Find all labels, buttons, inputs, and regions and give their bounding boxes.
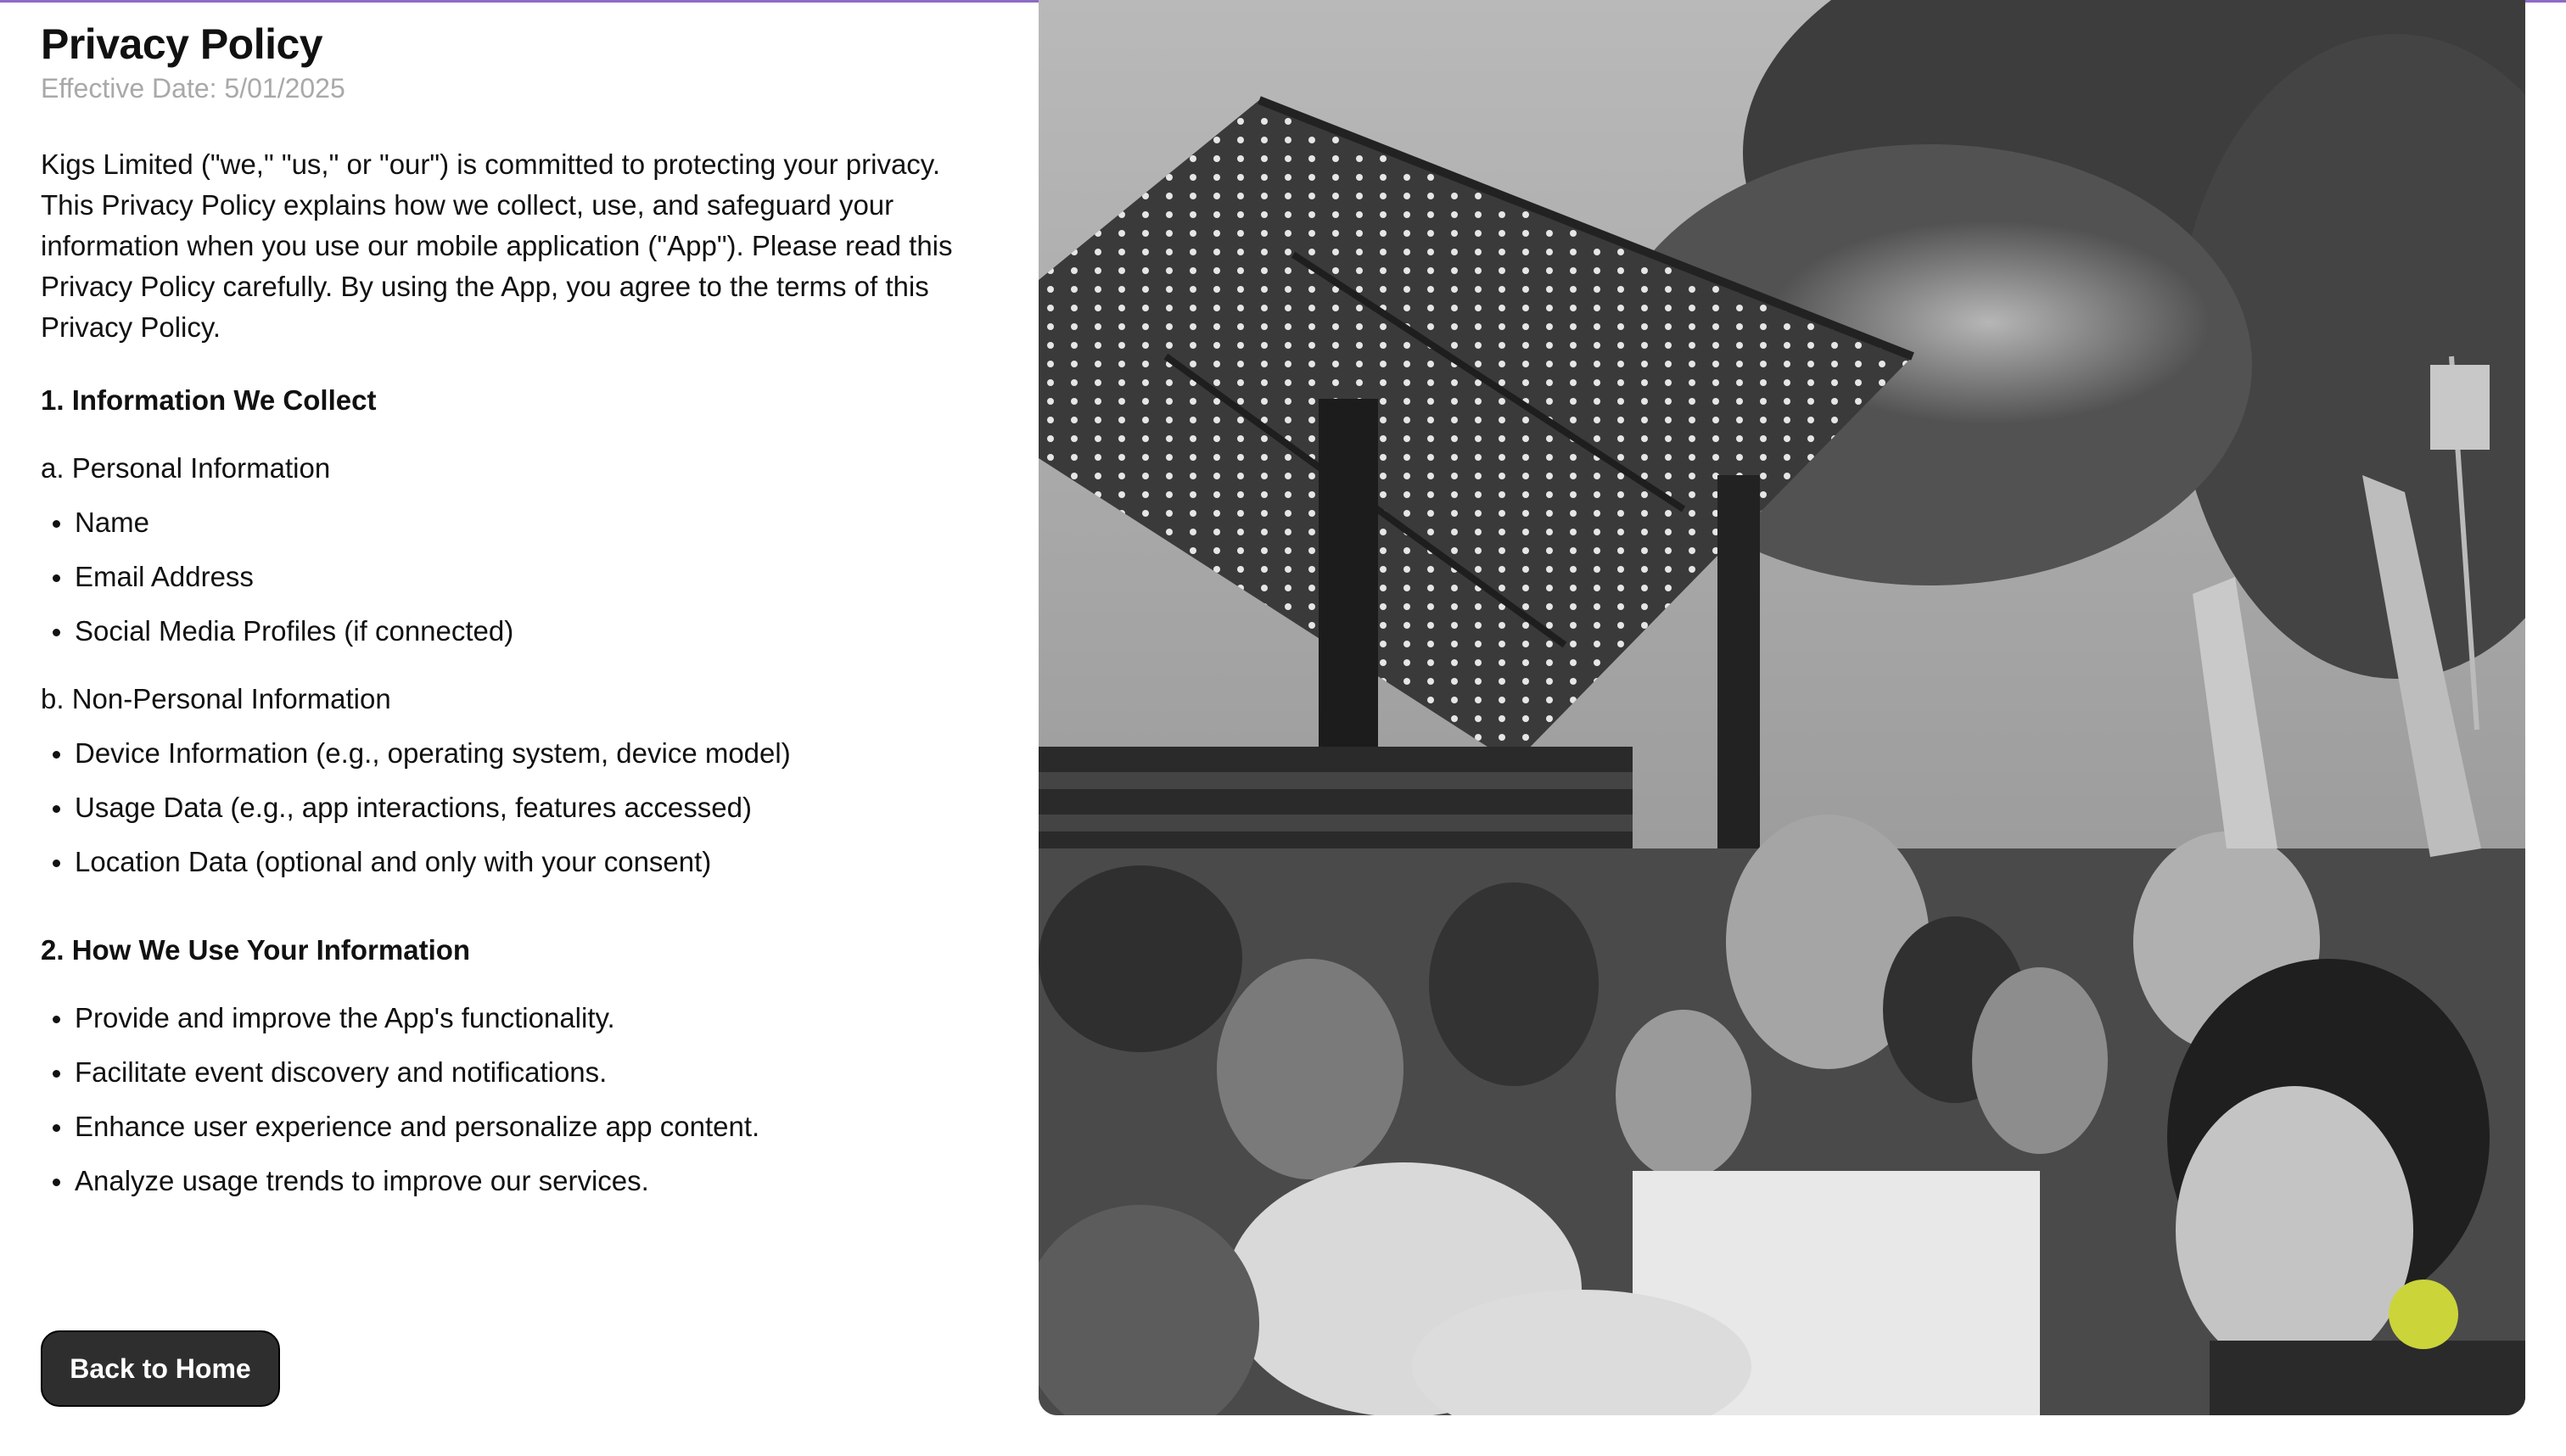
subheading-non-personal-information: b. Non-Personal Information bbox=[41, 683, 391, 714]
list-item: Location Data (optional and only with your consent) bbox=[41, 843, 1000, 881]
bullet-icon bbox=[53, 629, 60, 636]
bullet-icon bbox=[53, 574, 60, 582]
list-item: Provide and improve the App's functionality. bbox=[41, 1000, 1000, 1037]
back-to-home-button[interactable]: Back to Home bbox=[41, 1330, 280, 1407]
list-item: Usage Data (e.g., app interactions, features accessed) bbox=[41, 789, 1000, 826]
non-personal-info-list bbox=[41, 735, 1000, 881]
subheading-personal-information: a. Personal Information bbox=[41, 452, 331, 484]
crowd-photo-illustration bbox=[1039, 0, 2525, 1415]
bullet-icon bbox=[53, 860, 60, 867]
bullet-icon bbox=[53, 805, 60, 813]
bullet-icon bbox=[53, 1016, 60, 1023]
list-item: Email Address bbox=[41, 558, 1000, 596]
bullet-icon bbox=[53, 1179, 60, 1186]
bullet-icon bbox=[53, 520, 60, 528]
chat-bubble-icon[interactable] bbox=[2389, 1280, 2458, 1349]
usage-list bbox=[41, 1000, 1000, 1200]
personal-info-list bbox=[41, 504, 1000, 650]
effective-date: Effective Date: 5/01/2025 bbox=[41, 73, 345, 104]
list-item: Facilitate event discovery and notifications. bbox=[41, 1054, 1000, 1091]
page-title: Privacy Policy bbox=[41, 20, 323, 68]
list-item: Social Media Profiles (if connected) bbox=[41, 613, 1000, 650]
policy-content bbox=[41, 17, 1000, 1200]
section-heading-how-we-use: 2. How We Use Your Information bbox=[41, 934, 471, 966]
section-heading-information-we-collect: 1. Information We Collect bbox=[41, 384, 377, 416]
bullet-icon bbox=[53, 751, 60, 759]
bullet-icon bbox=[53, 1124, 60, 1132]
list-item: Name bbox=[41, 504, 1000, 541]
list-item: Analyze usage trends to improve our services. bbox=[41, 1162, 1000, 1200]
intro-paragraph: Kigs Limited ("we," "us," or "our") is committed to protecting your privacy. This Privacy Policy explains how we collect, use, and safeguard your information when you use our mobile application ("App"). Please read this Privacy Policy carefully. By using the App, you agree to the terms of this Privacy Policy. bbox=[41, 148, 953, 343]
hero-photo bbox=[1039, 0, 2525, 1415]
list-item: Device Information (e.g., operating system, device model) bbox=[41, 735, 1000, 772]
list-item: Enhance user experience and personalize app content. bbox=[41, 1108, 1000, 1145]
bullet-icon bbox=[53, 1070, 60, 1078]
